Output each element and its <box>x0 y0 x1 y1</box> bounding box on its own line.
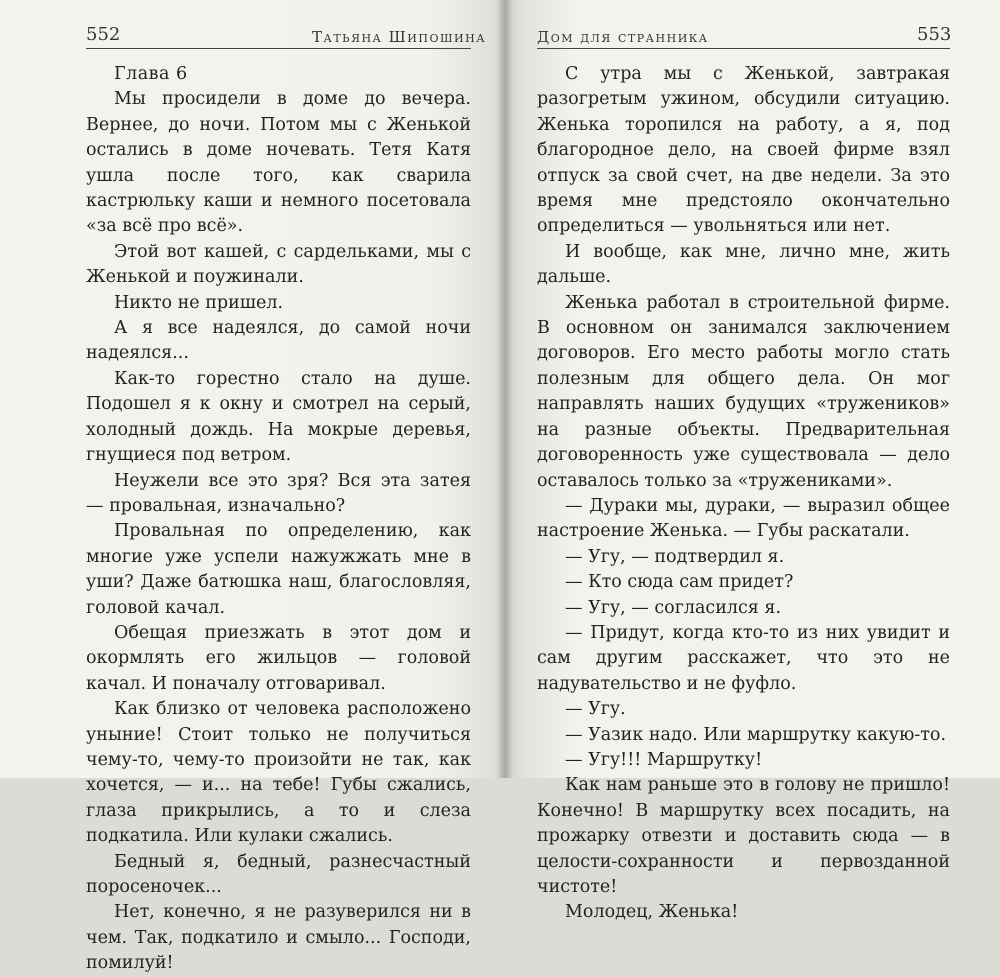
paragraph: — Дураки мы, дураки, — выразил общее настроение Женька. — Губы раскатали. <box>537 495 950 542</box>
paragraph: — Угу, — согласился я. <box>565 597 782 618</box>
paragraph: — Кто сюда сам придет? <box>565 572 794 593</box>
paragraph: Никто не пришел. <box>114 292 284 313</box>
paragraph: — Придут, когда кто-то из них увидит и сам другим расскажет, что это не надувательство и не фуфло. <box>537 622 950 694</box>
running-header-title: Дом для странника <box>537 28 709 46</box>
paragraph: — Угу, — подтвердил я. <box>565 546 785 567</box>
paragraph: Провальная по определению, как многие уже успели нажужжать мне в уши? Даже батюшка наш, благословляя, головой качал. <box>86 521 471 618</box>
paragraph: — Угу. <box>565 699 626 720</box>
page-number-left: 552 <box>86 24 121 45</box>
header-rule-left <box>86 48 471 49</box>
left-page-text <box>86 62 471 977</box>
paragraph: Этой вот кашей, с сардельками, мы с Женькой и поужинали. <box>86 241 471 288</box>
paragraph: Нет, конечно, я не разуверился ни в чем. Так, подкатило и смыло... Господи, помилуй! <box>86 902 471 974</box>
paragraph: Бедный я, бедный, разнесчастный поросеночек... <box>86 851 471 897</box>
paragraph: Как близко от человека расположено уныние! Стоит только не получиться чему-то, чему-то произойти не так, как хочется, — и... на тебе! Губы сжались, глаза прикрылись, а то и слеза подкатила. Или кулаки сжались. <box>86 699 471 847</box>
paragraph: Как нам раньше это в голову не пришло! Конечно! В маршрутку всех посадить, на прожарку отвезти и доставить сюда — в целости-сохранности и первозданной чистоте! <box>537 775 950 897</box>
paragraph: — Угу!!! Маршрутку! <box>565 749 763 770</box>
paragraph: Молодец, Женька! <box>565 902 739 923</box>
paragraph: Женька работал в строительной фирме. В основном он занимался заключением договоров. Его место работы могло стать полезным для общего дела. Он мог направлять наших будущих «тружеников» на разные объекты. Предварительная договоренность уже существовала — дело оставалось только за «тружениками». <box>537 292 950 491</box>
chapter-title: Глава 6 <box>114 64 188 84</box>
paragraph: Мы просидели в доме до вечера. Вернее, до ночи. Потом мы с Женькой остались в доме ночевать. Тетя Катя ушла после того, как сварила кастрюльку каши и немного посетовала «за всё про всё». <box>86 89 471 237</box>
running-header-author: Татьяна Шипошина <box>312 28 487 46</box>
paragraph: Как-то горестно стало на душе. Подошел я к окну и смотрел на серый, холодный дождь. На мокрые деревья, гнущиеся под ветром. <box>86 368 471 466</box>
paragraph: С утра мы с Женькой, завтракая разогретым ужином, обсудили ситуацию. Женька торопился на работу, а я, под благородное дело, на своей фирме взял отпуск за свой счет, на две недели. За это время мне предстояло окончательно определиться — увольняться или нет. <box>537 64 950 237</box>
right-page <box>505 0 1000 923</box>
page-number-right: 553 <box>917 24 952 45</box>
paragraph: И вообще, как мне, лично мне, жить дальше. <box>537 241 950 288</box>
paragraph: — Уазик надо. Или маршрутку какую-то. <box>565 724 947 745</box>
header-rule-right <box>537 48 950 49</box>
right-page-text <box>537 62 950 926</box>
paragraph: А я все надеялся, до самой ночи надеялся... <box>86 318 471 364</box>
paragraph: Обещая приезжать в этот дом и окормлять его жильцов — головой качал. И поначалу отговаривал. <box>86 622 471 694</box>
paragraph: Неужели все это зря? Вся эта затея — провальная, изначально? <box>86 470 471 516</box>
book-gutter <box>497 0 513 778</box>
